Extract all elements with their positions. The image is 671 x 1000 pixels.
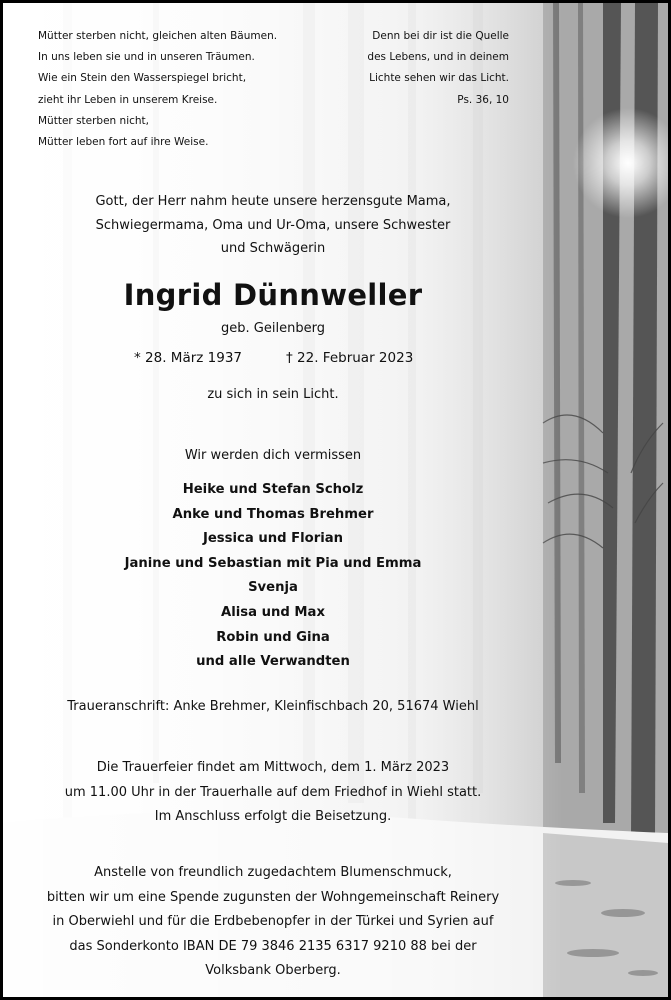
into-light-line: zu sich in sein Licht. xyxy=(207,387,339,402)
intro-line: Schwiegermama, Oma und Ur-Oma, unsere Schwester xyxy=(95,217,451,233)
family-member: Janine und Sebastian mit Pia und Emma xyxy=(124,555,422,571)
poem-line: Wie ein Stein den Wasserspiegel bricht, xyxy=(38,72,247,85)
family-member: und alle Verwandten xyxy=(196,654,350,670)
psalm-line: Denn bei dir ist die Quelle xyxy=(372,30,509,42)
psalm-line: des Lebens, und in deinem xyxy=(367,51,509,64)
poem-line: In uns leben sie und in unseren Träumen. xyxy=(38,51,255,64)
intro-text xyxy=(3,190,543,261)
family-member: Anke und Thomas Brehmer xyxy=(172,506,374,522)
poem-line: Mütter leben fort auf ihre Weise. xyxy=(38,136,209,149)
donation-request xyxy=(3,861,543,984)
donation-line: in Oberwiehl und für die Erdbebenopfer in der Türkei und Syrien auf xyxy=(52,914,494,929)
intro-line: Gott, der Herr nahm heute unsere herzensgute Mama, xyxy=(95,194,451,209)
family-member: Svenja xyxy=(248,580,298,596)
deceased-name: Ingrid Dünnweller xyxy=(123,278,423,312)
donation-line: Volksbank Oberberg. xyxy=(205,963,341,978)
poem-line: zieht ihr Leben in unserem Kreise. xyxy=(38,93,218,106)
service-line: um 11.00 Uhr in der Trauerhalle auf dem Friedhof in Wiehl statt. xyxy=(64,784,482,800)
family-member: Jessica und Florian xyxy=(202,531,344,547)
psalm-quote xyxy=(333,26,509,111)
mourning-address: Traueranschrift: Anke Brehmer, Kleinfischbach 20, 51674 Wiehl xyxy=(67,699,479,714)
obituary-page xyxy=(3,3,668,997)
service-line: Im Anschluss erfolgt die Beisetzung. xyxy=(154,809,392,824)
psalm-line: Lichte sehen wir das Licht. xyxy=(369,72,509,85)
donation-line: das Sonderkonto IBAN DE 79 3846 2135 6317 9210 88 bei der xyxy=(69,938,477,954)
family-member: Alisa und Max xyxy=(221,604,325,620)
death-date: † 22. Februar 2023 xyxy=(286,350,414,366)
poem-line: Mütter sterben nicht, gleichen alten Bäumen. xyxy=(38,30,278,42)
miss-line: Wir werden dich vermissen xyxy=(184,448,362,463)
donation-line: bitten wir um eine Spende zugunsten der Wohngemeinschaft Reinery xyxy=(46,889,500,905)
family-member: Heike und Stefan Scholz xyxy=(182,482,364,497)
family-list xyxy=(3,478,543,675)
service-line: Die Trauerfeier findet am Mittwoch, dem 1. März 2023 xyxy=(96,760,450,775)
donation-line: Anstelle von freundlich zugedachtem Blumenschmuck, xyxy=(94,865,452,880)
poem-line: Mütter sterben nicht, xyxy=(38,114,149,127)
funeral-service-info xyxy=(3,756,543,830)
birth-date: * 28. März 1937 xyxy=(134,350,243,366)
psalm-reference: Ps. 36, 10 xyxy=(457,93,509,106)
family-member: Robin und Gina xyxy=(216,629,330,645)
intro-line: und Schwägerin xyxy=(220,241,326,256)
poem-left xyxy=(38,26,277,153)
birth-name: geb. Geilenberg xyxy=(221,321,325,336)
